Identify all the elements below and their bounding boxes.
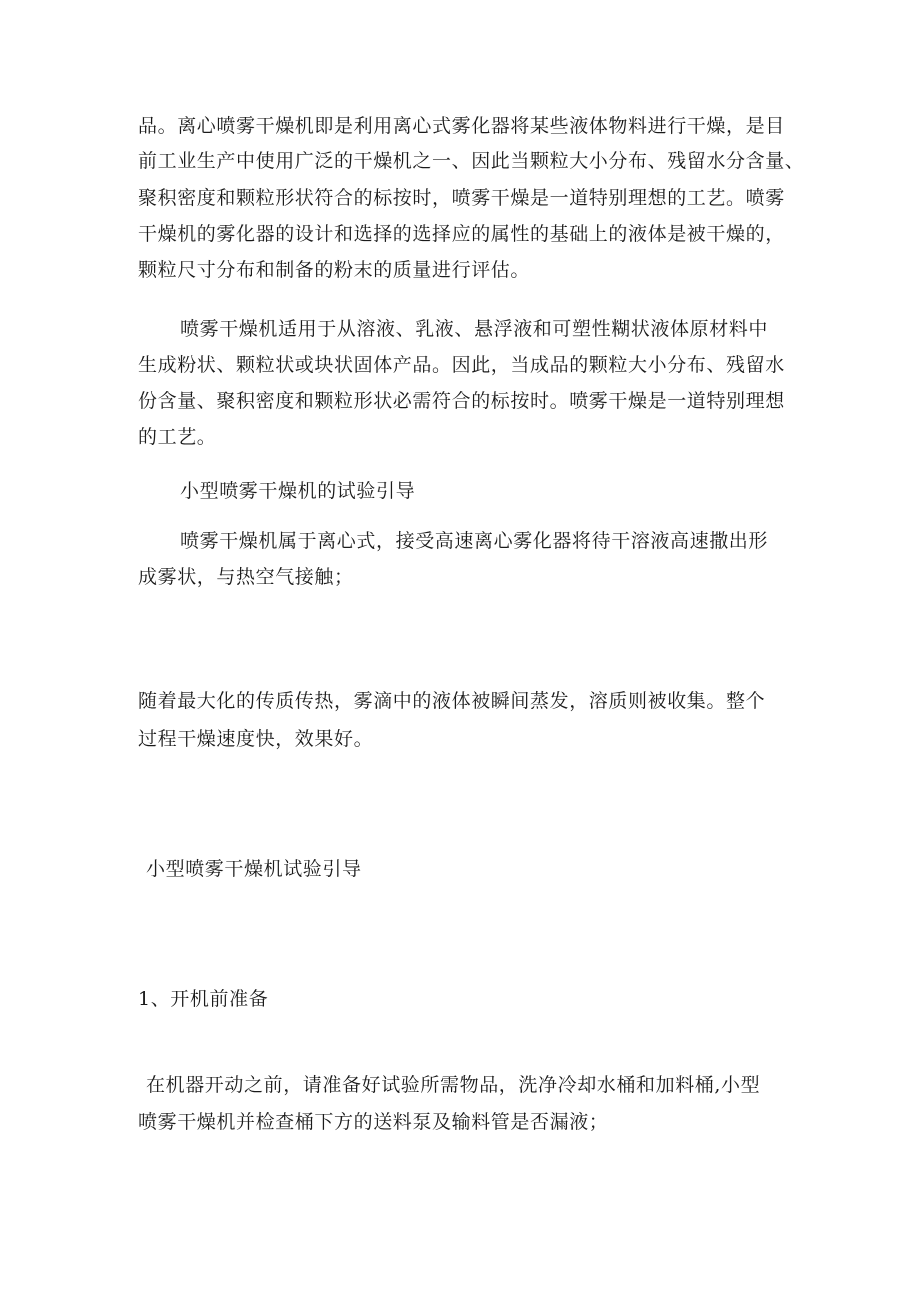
fifth-paragraph-line-2: 喷雾干燥机并检查桶下方的送料泵及输料管是否漏液； <box>138 1111 609 1133</box>
intro-paragraph-line-4: 干燥机的雾化器的设计和选择的选择应的属性的基础上的液体是被干燥的， <box>138 223 785 245</box>
intro-paragraph-line-5: 颗粒尺寸分布和制备的粉末的质量进行评估。 <box>138 259 531 281</box>
section-heading-1: 小型喷雾干燥机的试验引导 <box>180 480 416 502</box>
section-heading-2: 小型喷雾干燥机试验引导 <box>146 858 362 880</box>
second-paragraph-line-3: 份含量、聚积密度和颗粒形状必需符合的标按时。喷雾干燥是一道特别理想 <box>138 390 785 412</box>
intro-paragraph-line-1: 品。离心喷雾干燥机即是利用离心式雾化器将某些液体物料进行干燥，是目 <box>138 115 785 137</box>
third-paragraph-line-1: 喷雾干燥机属于离心式，接受高速离心雾化器将待干溶液高速撒出形 <box>180 530 769 552</box>
fourth-paragraph-line-1: 随着最大化的传质传热，雾滴中的液体被瞬间蒸发，溶质则被收集。整个 <box>138 690 766 712</box>
numbered-section-1: 1、开机前准备 <box>138 988 269 1010</box>
second-paragraph-line-2: 生成粉状、颗粒状或块状固体产品。因此，当成品的颗粒大小分布、残留水 <box>138 354 785 376</box>
intro-paragraph-line-3: 聚积密度和颗粒形状符合的标按时，喷雾干燥是一道特别理想的工艺。喷雾 <box>138 187 785 209</box>
fifth-paragraph-line-1: 在机器开动之前，请准备好试验所需物品，洗净冷却水桶和加料桶,小型 <box>146 1074 761 1096</box>
intro-paragraph-line-2: 前工业生产中使用广泛的干燥机之一、因此当颗粒大小分布、残留水分含量、 <box>138 150 805 172</box>
second-paragraph-line-1: 喷雾干燥机适用于从溶液、乳液、悬浮液和可塑性糊状液体原材料中 <box>180 318 769 340</box>
third-paragraph-line-2: 成雾状，与热空气接触； <box>138 566 354 588</box>
fourth-paragraph-line-2: 过程干燥速度快，效果好。 <box>138 728 374 750</box>
second-paragraph-line-4: 的工艺。 <box>138 426 217 448</box>
